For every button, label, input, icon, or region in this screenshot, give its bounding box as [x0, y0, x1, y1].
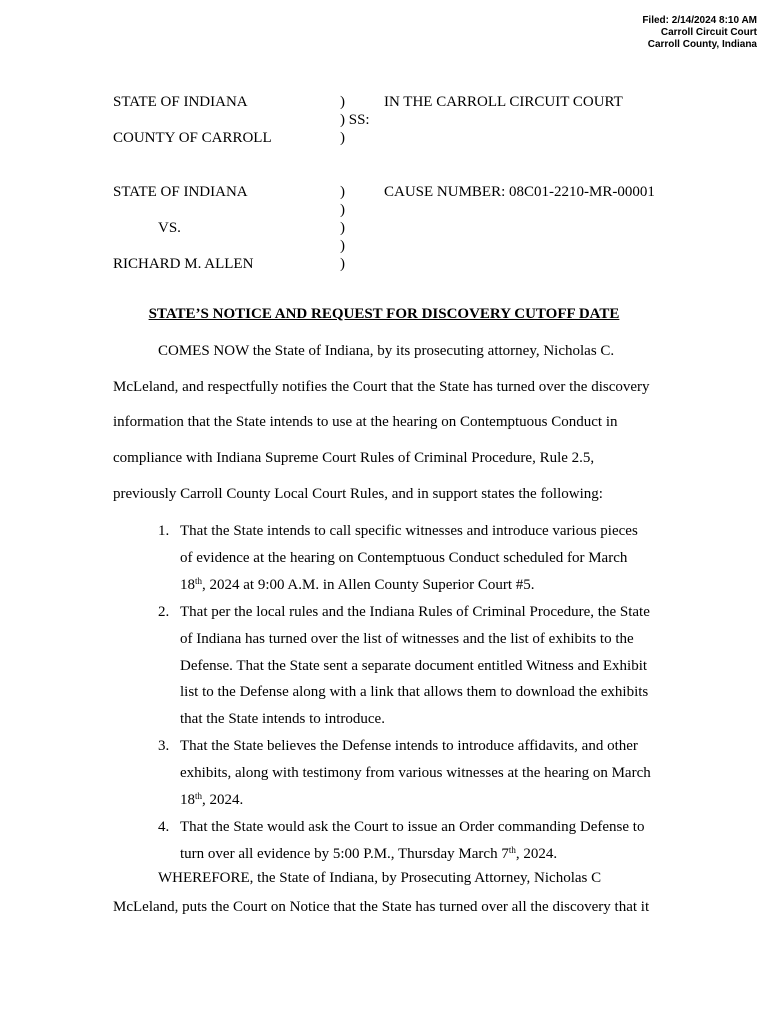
- document-title: STATE’S NOTICE AND REQUEST FOR DISCOVERY CUTOFF DATE: [148, 306, 620, 322]
- list-item-line: That the State would ask the Court to issue an Order commanding Defense to: [180, 818, 645, 835]
- line-text: , 2024.: [515, 845, 558, 862]
- caption-paren: ): [340, 94, 345, 110]
- caption-paren: ): [340, 256, 345, 272]
- date-day: 18: [180, 576, 195, 593]
- caption-state: STATE OF INDIANA: [113, 94, 248, 110]
- filed-court: Carroll Circuit Court: [660, 27, 757, 38]
- list-item-number: 4.: [158, 818, 170, 835]
- list-item-line: That the State believes the Defense intends to introduce affidavits, and other: [180, 738, 638, 755]
- filed-date: Filed: 2/14/2024 8:10 AM: [642, 15, 757, 26]
- caption-ss: ) SS:: [340, 112, 370, 128]
- ordinal-suffix: th: [508, 844, 516, 855]
- list-item-line: of Indiana has turned over the list of witnesses and the list of exhibits to the: [180, 630, 634, 647]
- ordinal-suffix: th: [195, 791, 203, 802]
- caption-paren: ): [340, 202, 345, 218]
- list-item-line: That per the local rules and the Indiana Rules of Criminal Procedure, the State: [180, 603, 650, 620]
- intro-line: previously Carroll County Local Court Rules, and in support states the following:: [113, 486, 603, 502]
- caption-paren: ): [340, 130, 345, 146]
- line-text: , 2024.: [202, 792, 244, 809]
- list-item: [113, 733, 673, 814]
- list-item-line: That the State intends to call specific witnesses and introduce various pieces: [180, 523, 638, 539]
- ordinal-suffix: th: [195, 575, 203, 586]
- intro-line: COMES NOW the State of Indiana, by its prosecuting attorney, Nicholas C.: [158, 343, 615, 359]
- wherefore-line: WHEREFORE, the State of Indiana, by Prosecuting Attorney, Nicholas C: [158, 870, 602, 886]
- filed-county: Carroll County, Indiana: [647, 39, 757, 50]
- filed-stamp: [642, 15, 757, 51]
- intro-line: compliance with Indiana Supreme Court Rules of Criminal Procedure, Rule 2.5,: [113, 450, 595, 466]
- caption-paren: ): [340, 238, 345, 254]
- list-item: [113, 599, 673, 734]
- list-item-line: [180, 841, 673, 868]
- caption-paren: ): [340, 184, 345, 200]
- list-item-line: that the State intends to introduce.: [180, 711, 385, 728]
- list-item-line: list to the Defense along with a link that allows them to download the exhibits: [180, 684, 649, 701]
- intro-line: information that the State intends to use at the hearing on Contemptuous Conduct in: [113, 414, 618, 430]
- list-item-line: [180, 572, 673, 599]
- line-text: turn over all evidence by 5:00 P.M., Thursday March 7: [180, 845, 509, 862]
- caption-cause-number: CAUSE NUMBER: 08C01-2210-MR-00001: [384, 184, 655, 200]
- date-day: 18: [180, 792, 195, 809]
- list-item-line: Defense. That the State sent a separate document entitled Witness and Exhibit: [180, 657, 648, 674]
- caption-defendant: RICHARD M. ALLEN: [113, 256, 254, 272]
- line-text: , 2024 at 9:00 A.M. in Allen County Superior Court #5.: [202, 576, 535, 593]
- caption-county: COUNTY OF CARROLL: [113, 130, 272, 146]
- numbered-list: [113, 518, 673, 868]
- caption-paren: ): [340, 220, 345, 236]
- list-item-line: exhibits, along with testimony from various witnesses at the hearing on March: [180, 765, 651, 782]
- wherefore-line: McLeland, puts the Court on Notice that the State has turned over all the discovery that it: [113, 899, 650, 915]
- list-item-number: 3.: [158, 738, 170, 755]
- list-item: [113, 518, 673, 599]
- caption-court: IN THE CARROLL CIRCUIT COURT: [384, 94, 623, 110]
- list-item-line: of evidence at the hearing on Contemptuous Conduct scheduled for March: [180, 549, 628, 566]
- list-item-number: 2.: [158, 603, 170, 620]
- list-item: [113, 814, 673, 868]
- list-item-line: [180, 787, 673, 814]
- caption-plaintiff: STATE OF INDIANA: [113, 184, 248, 200]
- caption-vs: VS.: [158, 220, 181, 236]
- intro-line: McLeland, and respectfully notifies the Court that the State has turned over the discovery: [113, 379, 650, 395]
- list-item-number: 1.: [158, 523, 170, 539]
